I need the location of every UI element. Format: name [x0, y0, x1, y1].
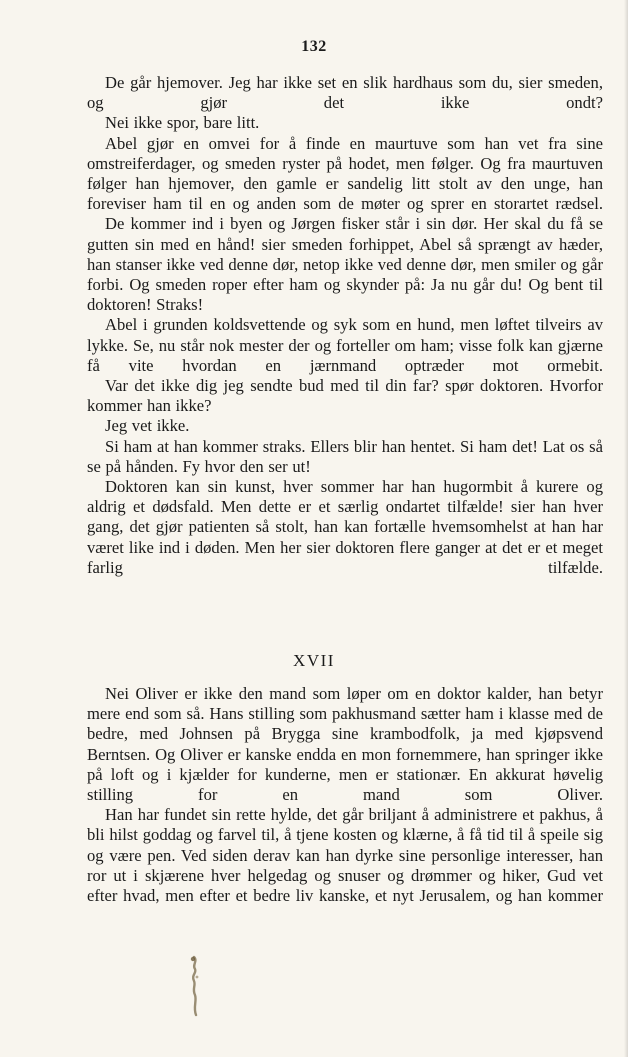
body-text-section-two	[87, 684, 603, 906]
body-text-section-one	[87, 73, 603, 578]
page-edge-shadow	[624, 0, 628, 1057]
page-number: 132	[301, 38, 327, 55]
paragraph: Jeg vet ikke.	[105, 416, 190, 436]
paragraph: Si ham at han kommer straks. Ellers blir han hentet. Si ham det! Lat os så se på hånden. Fy hvor den ser ut!	[87, 436, 603, 476]
chapter-heading: XVII	[293, 651, 335, 670]
paragraph: De kommer ind i byen og Jørgen fisker står i sin dør. Her skal du få se gutten sin med en hånd! sier smeden forhippet, Abel så sprængt av hæder, han stanser ikke ved denne dør, netop ikke ved denne dør, men smiler og går forbi. Og smeden roper efter ham og skynder på: Ja nu går du! Og bent til doktoren! Straks!	[87, 214, 603, 315]
paragraph: Han har fundet sin rette hylde, det går briljant å administrere et pakhus, å bli hilst goddag og farvel til, å tjene kosten og klærne, å få tid til å speile sig og være pen. Ved siden derav kan han dyrke sine personlige interesser, han ror ut i skjærene hver helgedag og snuser og drømmer og hiker, Gud vet efter hvad, men efter et bedre liv kanske, et nyt Jerusalem, og han kommer	[87, 805, 603, 906]
paragraph: Nei Oliver er ikke den mand som løper om en doktor kalder, han betyr mere end som så. Hans stilling som pakhusmand sætter ham i klasse med de bedre, med Johnsen på Brygga sine krambodfolk, ja med kjøpsvend Berntsen. Og Oliver er kanske endda en mon fornemmere, han springer ikke på loft og i kjælder for kunderne, men er stationær. En akkurat høvelig stilling for en mand som Oliver.	[87, 684, 603, 805]
paragraph: De går hjemover. Jeg har ikke set en slik hardhaus som du, sier smeden, og gjør det ikke ondt?	[87, 73, 603, 113]
paragraph: Abel gjør en omvei for å finde en maurtuve som han vet fra sine omstreiferdager, og smeden ryster på hodet, men følger. Og fra maurtuven følger han hjemover, den gamle er sandelig litt stolt av den unge, han foreviser ham til en og anden som de møter og sprer en storartet rædsel.	[87, 133, 603, 214]
paragraph: Abel i grunden koldsvettende og syk som en hund, men løftet tilveirs av lykke. Se, nu står nok mester der og forteller om ham; visse folk kan gjærne få vite hvordan en jærnmand optræder mot ormebit.	[87, 315, 603, 375]
paragraph: Doktoren kan sin kunst, hver sommer har han hugormbit å kurere og aldrig et dødsfald. Men dette er et særlig ondartet tilfælde! sier han hver gang, det gjør patienten så stolt, han kan fortælle hvemsomhelst at han har været like ind i døden. Men her sier doktoren flere ganger at det er et meget farlig tilfælde.	[87, 477, 603, 577]
paragraph: Nei ikke spor, bare litt.	[105, 113, 260, 133]
paragraph: Var det ikke dig jeg sendte bud med til din far? spør doktoren. Hvorfor kommer han ikke?	[87, 376, 603, 416]
ink-smudge-mark	[180, 955, 210, 1025]
